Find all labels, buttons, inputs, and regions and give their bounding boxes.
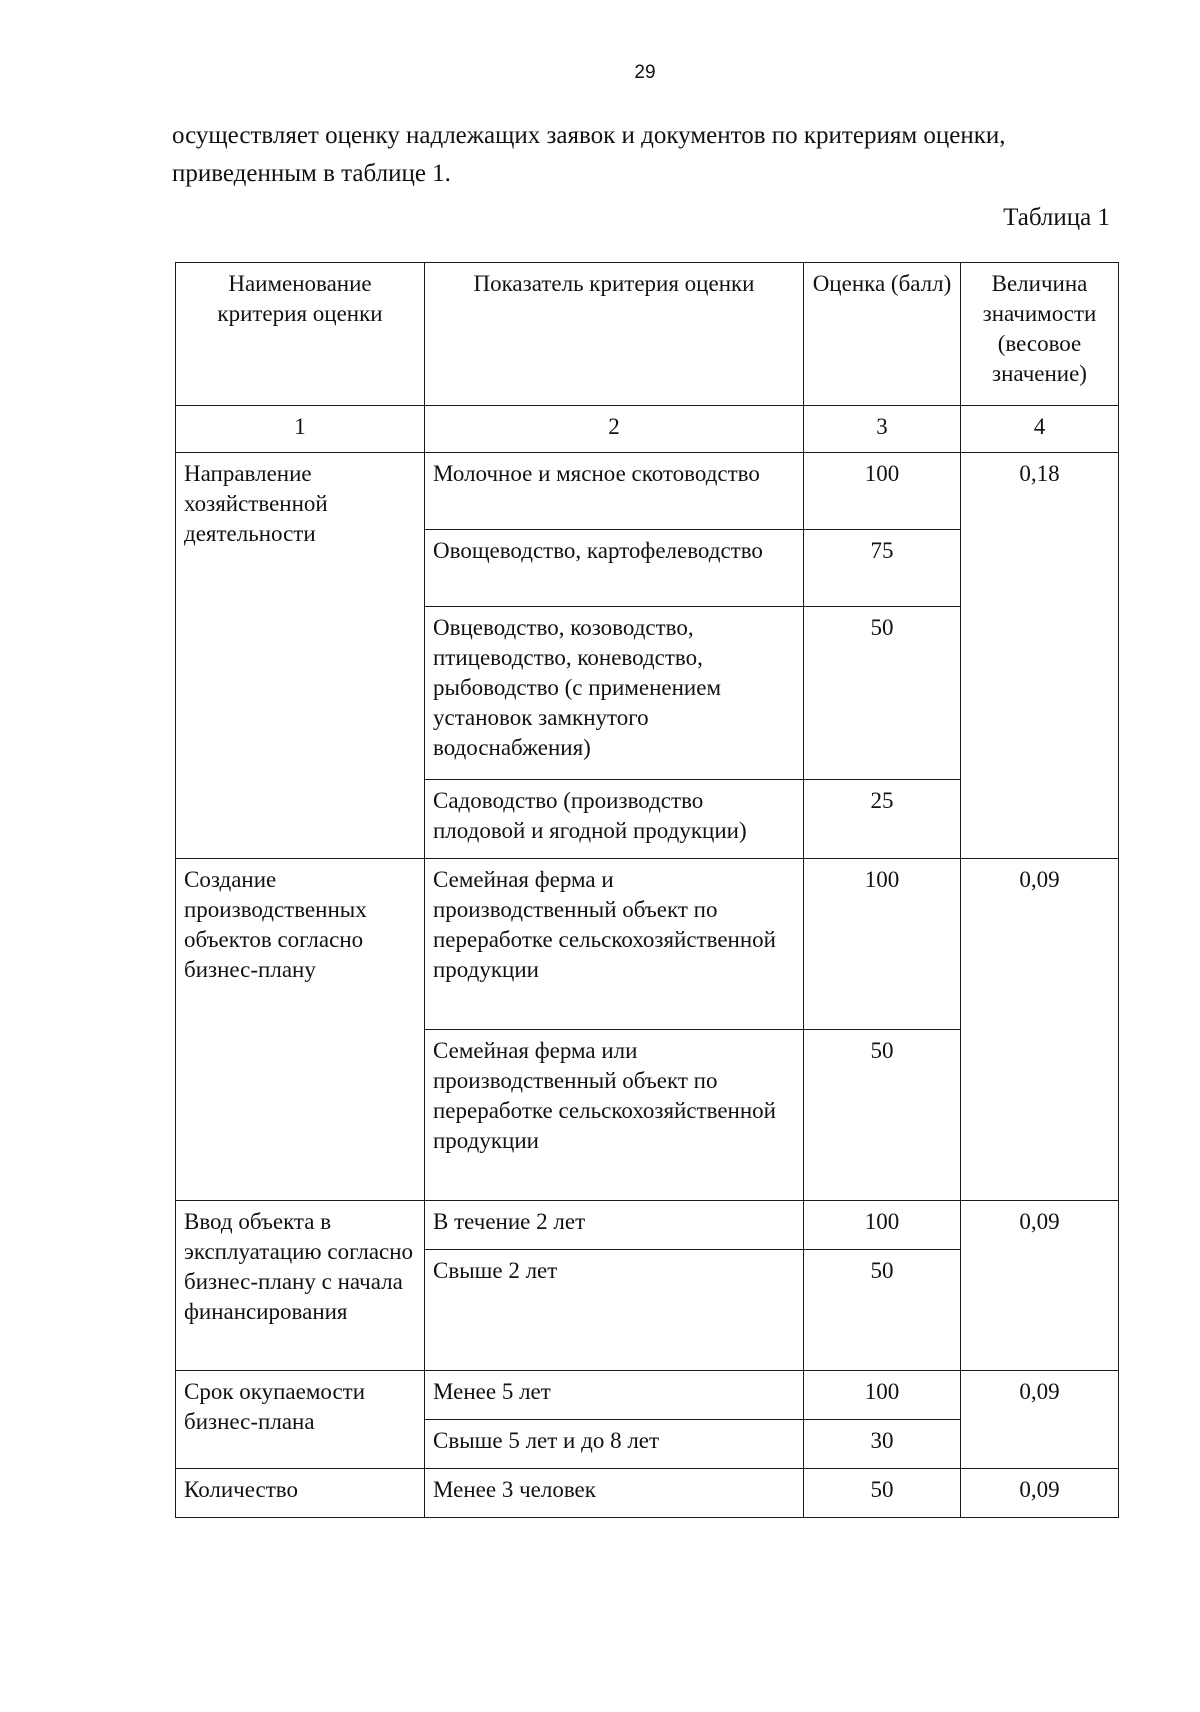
table-header-row	[176, 263, 1119, 406]
indicator: Семейная ферма или производственный объект по переработке сельскохозяйственной продукции	[425, 1030, 804, 1201]
column-number-row	[176, 406, 1119, 453]
table-caption: Таблица 1	[1003, 204, 1110, 231]
table-row	[176, 1201, 1119, 1250]
criteria-table	[175, 262, 1119, 1518]
page-number: 29	[634, 62, 656, 83]
criterion-name: Ввод объекта в эксплуатацию согласно бизнес-плану с начала финансирования	[176, 1201, 425, 1371]
header-score: Оценка (балл)	[804, 263, 961, 406]
indicator: Менее 5 лет	[425, 1371, 804, 1420]
table-row	[176, 859, 1119, 1030]
indicator: В течение 2 лет	[425, 1201, 804, 1250]
column-number: 3	[804, 406, 961, 453]
criterion-name: Создание производственных объектов согласно бизнес-плану	[176, 859, 425, 1201]
score: 25	[804, 780, 961, 859]
indicator: Садоводство (производство плодовой и ягодной продукции)	[425, 780, 804, 859]
score: 75	[804, 530, 961, 607]
weight: 0,09	[961, 859, 1119, 1201]
column-number: 4	[961, 406, 1119, 453]
indicator: Менее 3 человек	[425, 1469, 804, 1518]
score: 100	[804, 1201, 961, 1250]
criterion-name: Количество	[176, 1469, 425, 1518]
weight: 0,09	[961, 1371, 1119, 1469]
score: 50	[804, 607, 961, 780]
indicator: Овощеводство, картофелеводство	[425, 530, 804, 607]
header-criterion-indicator: Показатель критерия оценки	[425, 263, 804, 406]
indicator: Свыше 2 лет	[425, 1250, 804, 1371]
header-criterion-name: Наименование критерия оценки	[176, 263, 425, 406]
indicator: Овцеводство, козоводство, птицеводство, коневодство, рыбоводство (с применением установок замкнутого водоснабжения)	[425, 607, 804, 780]
indicator: Молочное и мясное скотоводство	[425, 453, 804, 530]
criterion-name: Направление хозяйственной деятельности	[176, 453, 425, 859]
column-number: 1	[176, 406, 425, 453]
score: 50	[804, 1469, 961, 1518]
header-weight: Величина значимости (весовое значение)	[961, 263, 1119, 406]
table-row	[176, 1469, 1119, 1518]
score: 30	[804, 1420, 961, 1469]
score: 50	[804, 1030, 961, 1201]
score: 50	[804, 1250, 961, 1371]
score: 100	[804, 453, 961, 530]
criterion-name: Срок окупаемости бизнес-плана	[176, 1371, 425, 1469]
indicator: Свыше 5 лет и до 8 лет	[425, 1420, 804, 1469]
indicator: Семейная ферма и производственный объект по переработке сельскохозяйственной продукции	[425, 859, 804, 1030]
weight: 0,09	[961, 1201, 1119, 1371]
score: 100	[804, 1371, 961, 1420]
table-row	[176, 453, 1119, 530]
weight: 0,18	[961, 453, 1119, 859]
score: 100	[804, 859, 961, 1030]
intro-paragraph: осуществляет оценку надлежащих заявок и документов по критериям оценки, приведенным в таблице 1.	[172, 122, 1006, 187]
column-number: 2	[425, 406, 804, 453]
weight: 0,09	[961, 1469, 1119, 1518]
table-row	[176, 1371, 1119, 1420]
